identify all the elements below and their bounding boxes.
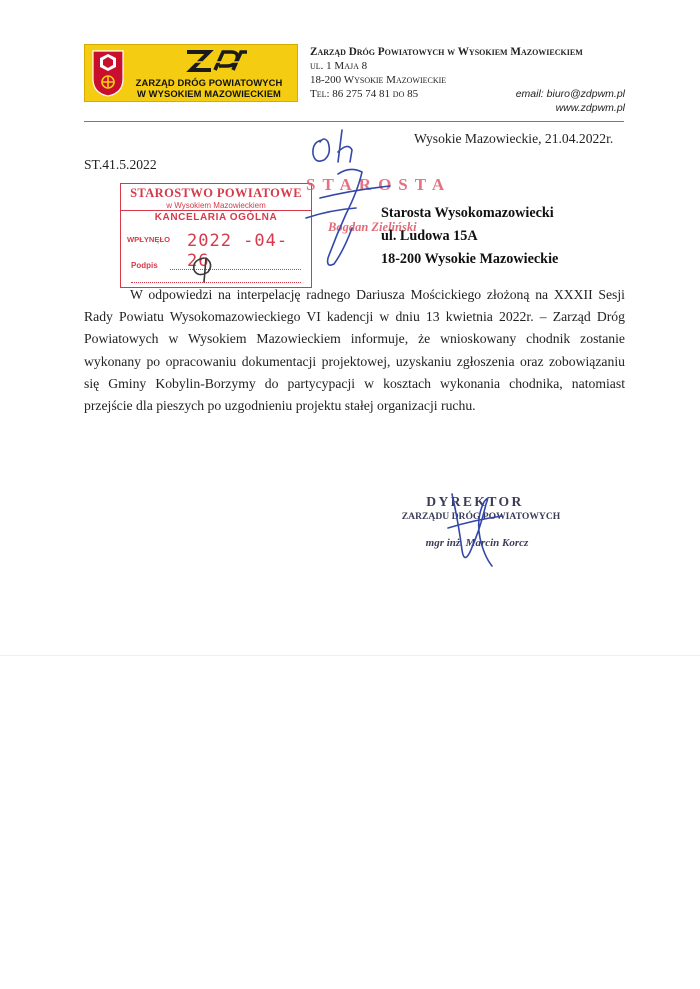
logo-text-line-2: W WYSOKIEM MAZOWIECKIEM [137,88,281,99]
stamp-signature-label: Podpis [131,261,158,270]
zdp-mark-icon [183,48,251,74]
letterhead-website: www.zdpwm.pl [555,102,625,114]
organization-logo [84,44,298,102]
stamp-separator [121,210,311,211]
recipient-line-1: Starosta Wysokomazowiecki [381,205,554,221]
letterhead-email: email: biuro@zdpwm.pl [515,88,625,100]
stamp-location: w Wysokiem Mazowieckiem [166,201,266,210]
starosta-stamp-title: STAROSTA [306,175,452,194]
recipient-line-3: 18-200 Wysokie Mazowieckie [381,251,559,267]
starosta-signature [300,162,410,277]
director-signature [440,490,510,570]
letterhead-phone: Tel: 86 275 74 81 do 85 [310,88,419,100]
stamp-department: KANCELARIA OGÓLNA [154,212,278,223]
county-coat-of-arms-icon [91,49,125,97]
stamp-received-label: WPŁYNĘŁO [127,235,171,244]
letterhead-street: ul. 1 Maja 8 [310,60,368,72]
letterhead-postal: 18-200 Wysokie Mazowieckie [310,74,447,86]
signatory-title: DYREKTOR [426,494,524,509]
letterhead-divider [84,121,624,122]
logo-text-line-1: ZARZĄD DRÓG POWIATOWYCH [135,77,283,88]
signatory-name: mgr inż. Marcin Korcz [425,537,529,549]
letter-body: W odpowiedzi na interpelację radnego Dariusza Mościckiego złożoną na XXXII Sesji Rady Powiatu Wysokomazowieckiego VI kadencji w dniu 13 kwietnia 2022r. – Zarząd Dróg Powiatowych w Wysokiem Mazowieckiem informuje, że wnioskowany chodnik zostanie wykonany po opracowaniu dokumentacji projektowej, uzyskaniu zgłoszenia oraz zobowiązaniu się Gminy Kobylin-Borzymy do partycypacji w kosztach wykonania chodnika, natomiast przejście dla pieszych po uzgodnieniu projektu stałej organizacji ruchu. [84,287,625,414]
page-fold-line [0,655,700,656]
stamp-office: STAROSTWO POWIATOWE [130,186,302,200]
letterhead-org-name: Zarząd Dróg Powiatowych w Wysokiem Mazowieckiem [310,46,583,58]
starosta-stamp-name: Bogdan Zieliński [328,220,417,234]
recipient-line-2: ul. Ludowa 15A [381,228,478,244]
stamp-initials-signature [182,250,232,284]
place-and-date: Wysokie Mazowieckie, 21.04.2022r. [414,131,614,146]
signatory-unit: ZARZĄDU DRÓG POWIATOWYCH [401,511,561,522]
reference-number: ST.41.5.2022 [84,157,157,172]
stamp-received-date: 2022 -04- 26 [187,231,289,271]
